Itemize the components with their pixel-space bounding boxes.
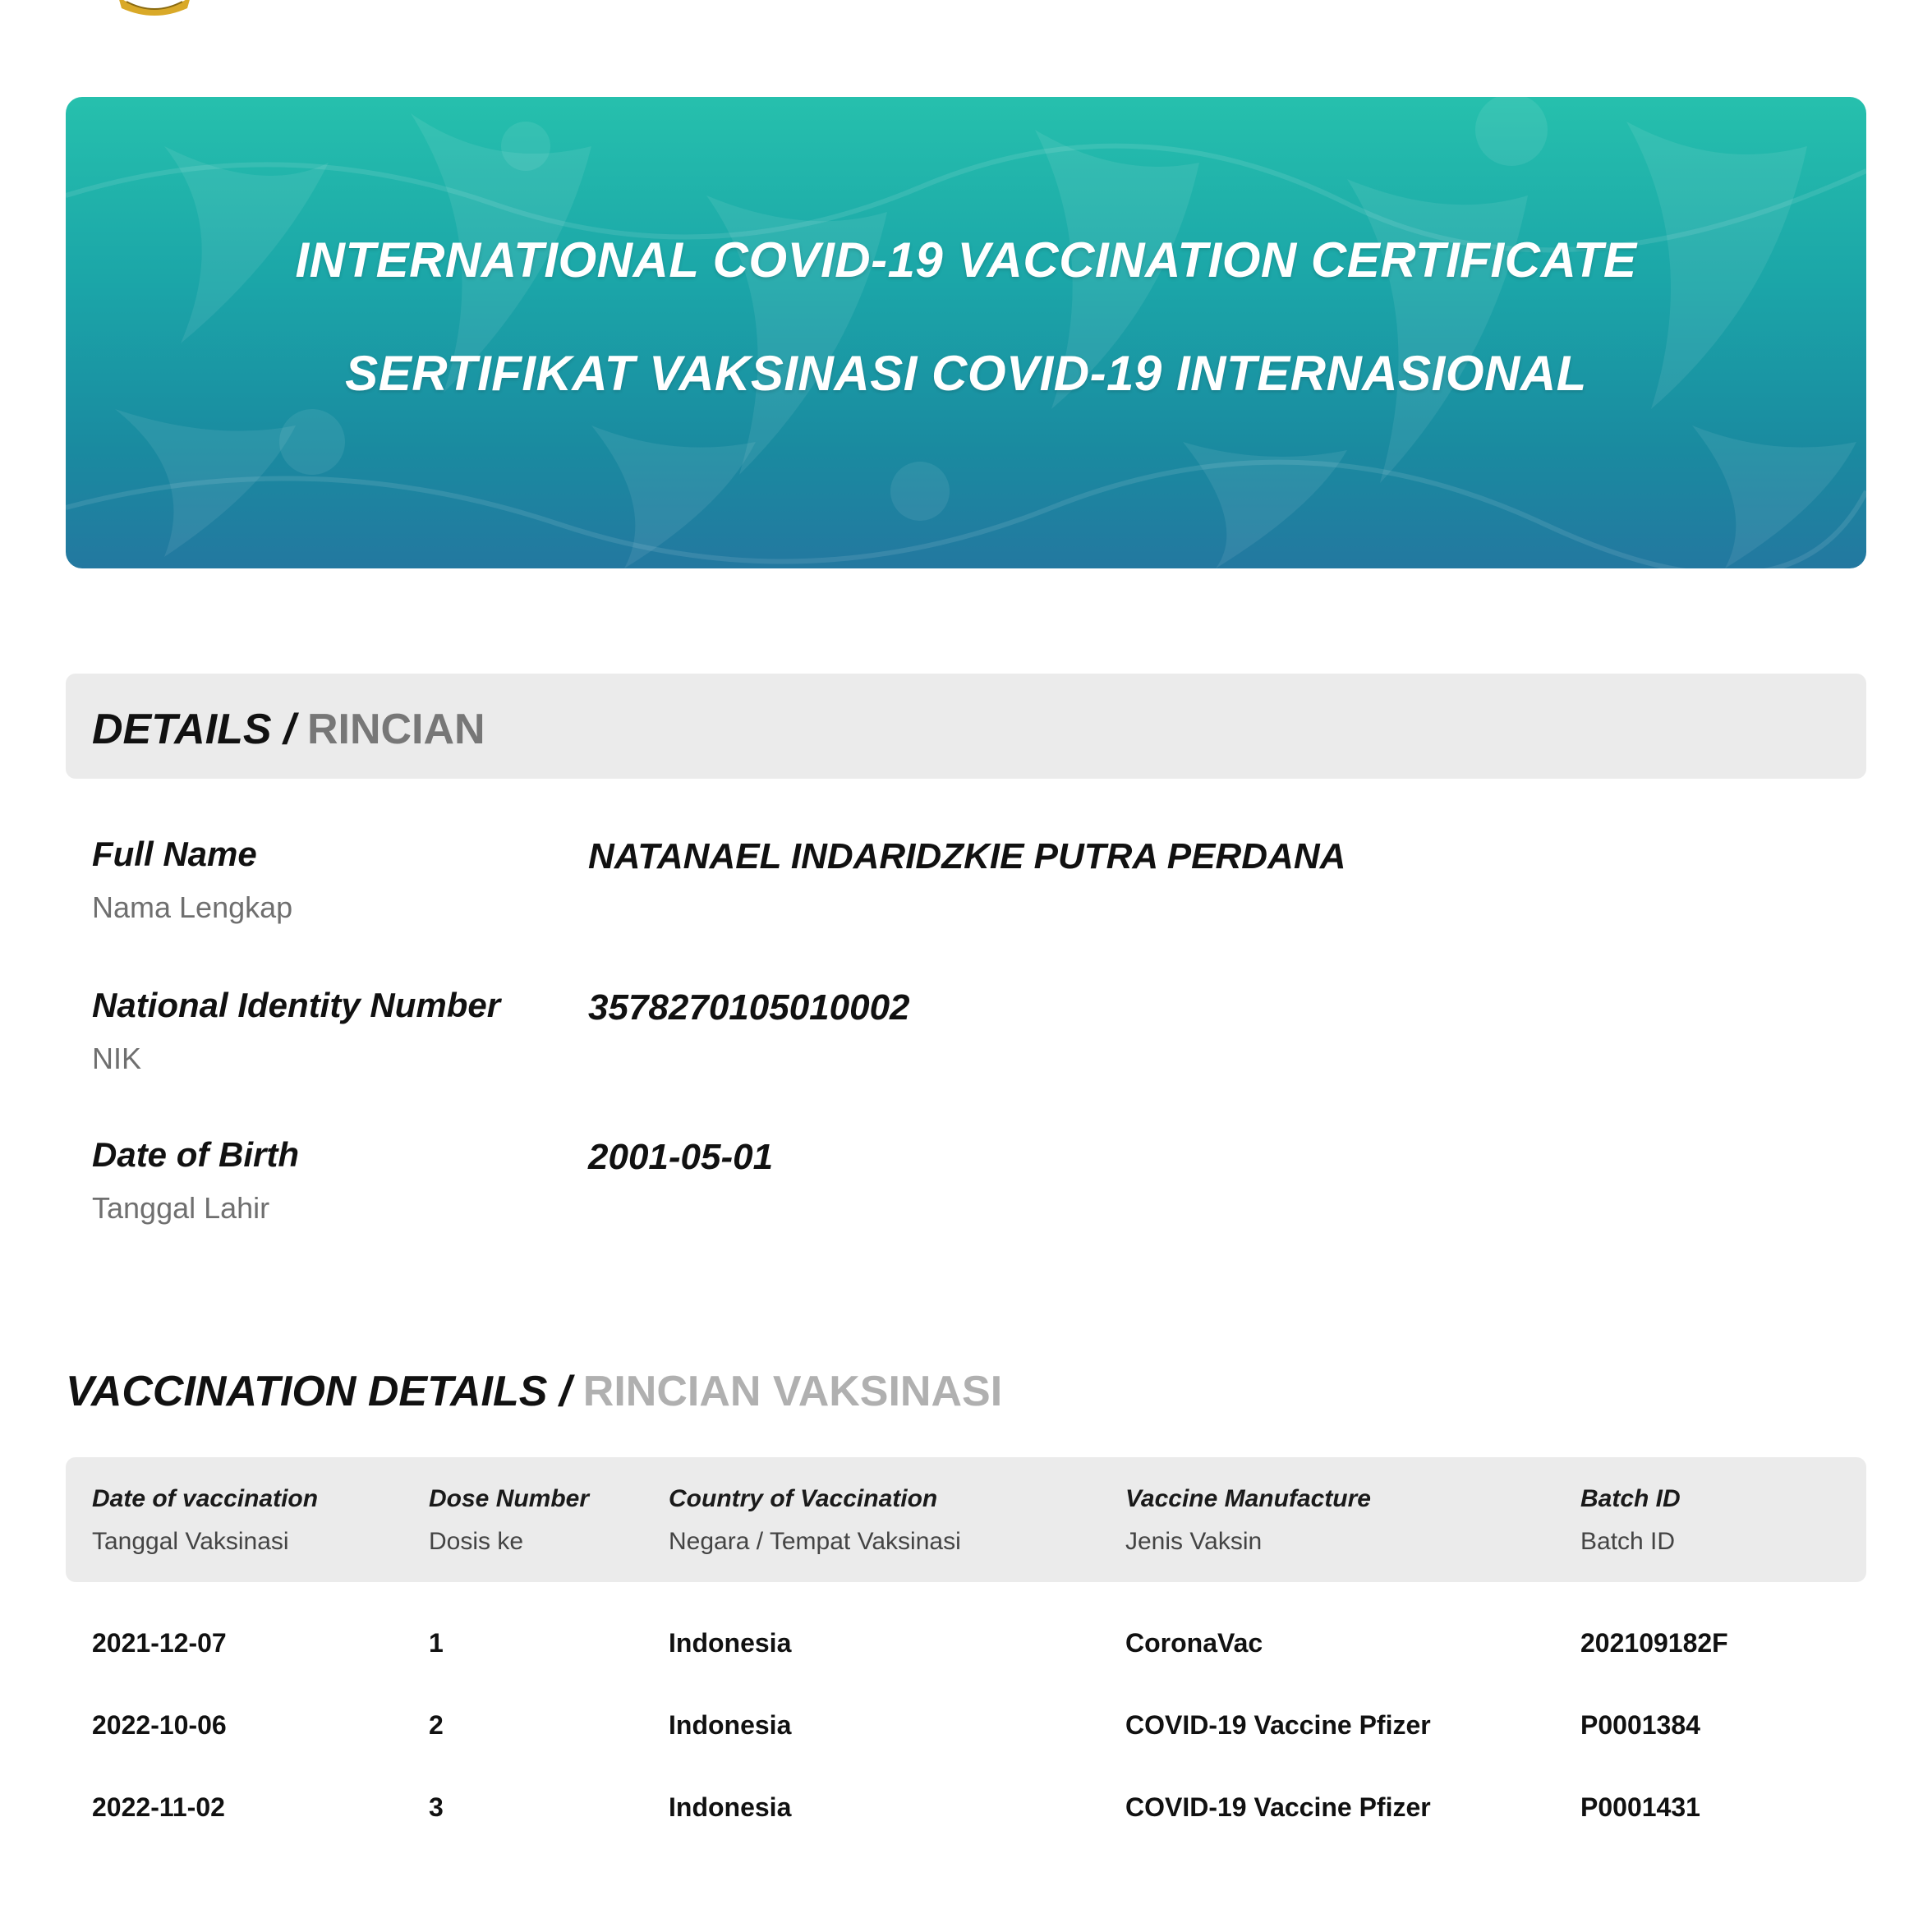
- column-header-label: Date of vaccination: [92, 1485, 319, 1512]
- date-of-birth-sublabel: Tanggal Lahir: [92, 1191, 270, 1225]
- vaccination-details-title: [66, 1367, 1002, 1416]
- nik-label: National Identity Number: [92, 986, 501, 1024]
- garuda-emblem-icon: [115, 0, 194, 18]
- batik-pattern-icon: [66, 97, 1866, 568]
- cell-date: 2022-11-02: [92, 1792, 225, 1822]
- cell-dose: 1: [429, 1628, 444, 1658]
- banner-title-english: INTERNATIONAL COVID-19 VACCINATION CERTIFICATE: [295, 232, 1637, 288]
- column-header-country: [669, 1485, 961, 1556]
- cell-batch-id: P0001431: [1580, 1792, 1700, 1822]
- column-header-sublabel: Batch ID: [1580, 1528, 1676, 1555]
- cell-date: 2022-10-06: [92, 1710, 227, 1740]
- details-title: [92, 705, 485, 754]
- nik-field: [92, 986, 1817, 1109]
- cell-country: Indonesia: [669, 1628, 792, 1658]
- cell-dose: 3: [429, 1792, 444, 1822]
- cell-vaccine: COVID-19 Vaccine Pfizer: [1125, 1710, 1431, 1740]
- vaccination-title-english: VACCINATION DETAILS /: [66, 1368, 583, 1415]
- vaccination-title-indonesian: RINCIAN VAKSINASI: [582, 1368, 1003, 1415]
- column-header-sublabel: Tanggal Vaksinasi: [92, 1528, 289, 1555]
- full-name-label: Full Name: [92, 835, 257, 873]
- column-header-label: Country of Vaccination: [669, 1485, 938, 1512]
- cell-dose: 2: [429, 1710, 444, 1740]
- certificate-banner: [66, 97, 1866, 568]
- column-header-sublabel: Negara / Tempat Vaksinasi: [669, 1528, 961, 1555]
- cell-vaccine: COVID-19 Vaccine Pfizer: [1125, 1792, 1431, 1822]
- cell-vaccine: CoronaVac: [1125, 1628, 1263, 1658]
- column-header-date: [92, 1485, 318, 1556]
- banner-title-indonesian: SERTIFIKAT VAKSINASI COVID-19 INTERNASIONAL: [345, 346, 1587, 401]
- cell-country: Indonesia: [669, 1792, 792, 1822]
- column-header-vaccine: [1125, 1485, 1371, 1556]
- full-name-sublabel: Nama Lengkap: [92, 890, 293, 924]
- table-row: [66, 1710, 1866, 1760]
- column-header-batch: [1580, 1485, 1681, 1556]
- nik-value: 3578270105010002: [588, 987, 910, 1028]
- column-header-sublabel: Dosis ke: [429, 1528, 524, 1555]
- cell-batch-id: 202109182F: [1580, 1628, 1728, 1658]
- column-header-label: Vaccine Manufacture: [1125, 1485, 1371, 1512]
- full-name-value: NATANAEL INDARIDZKIE PUTRA PERDANA: [588, 836, 1346, 876]
- details-section-header: [66, 674, 1866, 779]
- column-header-label: Batch ID: [1580, 1485, 1681, 1512]
- cell-country: Indonesia: [669, 1710, 792, 1740]
- date-of-birth-label: Date of Birth: [92, 1135, 299, 1174]
- date-of-birth-field: [92, 1135, 1817, 1258]
- table-row: [66, 1628, 1866, 1677]
- details-title-english: DETAILS /: [92, 706, 307, 753]
- column-header-sublabel: Jenis Vaksin: [1125, 1528, 1263, 1555]
- column-header-dose: [429, 1485, 589, 1556]
- cell-batch-id: P0001384: [1580, 1710, 1700, 1740]
- nik-sublabel: NIK: [92, 1042, 142, 1075]
- date-of-birth-value: 2001-05-01: [588, 1137, 774, 1177]
- full-name-field: [92, 835, 1817, 958]
- column-header-label: Dose Number: [429, 1485, 590, 1512]
- details-title-indonesian: RINCIAN: [306, 706, 485, 753]
- table-row: [66, 1792, 1866, 1842]
- vaccination-table-header: [66, 1457, 1866, 1582]
- cell-date: 2021-12-07: [92, 1628, 227, 1658]
